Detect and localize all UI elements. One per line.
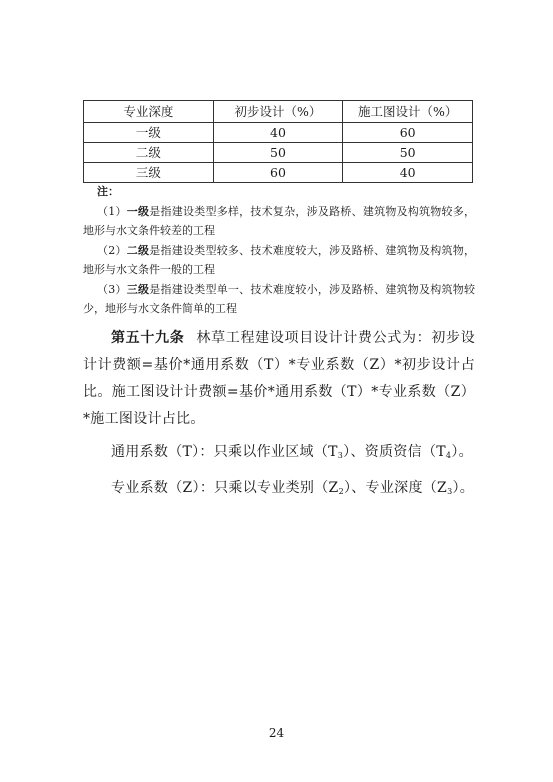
note-lead: 一级 <box>126 204 150 218</box>
table-row <box>84 163 473 183</box>
page-number: 24 <box>268 726 285 740</box>
general-coef-text: ）、资质资信（T <box>343 444 446 460</box>
table-cell: 50 <box>343 143 473 163</box>
subscript: 2 <box>338 487 344 496</box>
table-cell: 三级 <box>84 163 214 183</box>
table-cell: 40 <box>343 163 473 183</box>
general-coef-text: ）。 <box>451 444 473 460</box>
table-header-cell: 施工图设计（%） <box>343 101 473 123</box>
note-prefix: （2） <box>97 243 127 257</box>
subscript: 3 <box>337 451 344 460</box>
table-cell: 60 <box>343 123 473 143</box>
general-coef-text: 通用系数（T）：只乘以作业区域（T <box>111 444 338 460</box>
note-lead: 三级 <box>126 282 150 296</box>
professional-coefficient-paragraph <box>83 475 475 505</box>
table-notes <box>83 182 475 319</box>
note-lead: 二级 <box>126 243 150 257</box>
professional-coef-text: ）。 <box>452 480 475 496</box>
table-header-cell: 专业深度 <box>84 101 214 123</box>
note-prefix: （1） <box>97 204 127 218</box>
design-depth-table <box>83 100 473 183</box>
table-cell: 40 <box>213 123 343 143</box>
note-item <box>83 241 475 280</box>
article-59 <box>83 325 475 505</box>
table-cell: 一级 <box>84 123 214 143</box>
note-item <box>83 280 475 319</box>
note-text: 是指建设类型单一、技术难度较小，涉及路桥、建筑物及构筑物较少，地形与水文条件简单的工程 <box>83 282 476 315</box>
notes-heading: 注： <box>97 185 119 198</box>
subscript: 4 <box>445 451 452 460</box>
table-cell: 60 <box>213 163 343 183</box>
general-coefficient-paragraph <box>83 439 475 469</box>
professional-coef-text: ）、专业深度（Z <box>343 480 448 496</box>
article-number: 第五十九条 <box>111 330 185 346</box>
table-cell: 50 <box>213 143 343 163</box>
table-header-row <box>84 101 473 123</box>
table-cell: 二级 <box>84 143 214 163</box>
table-row <box>84 123 473 143</box>
note-prefix: （3） <box>97 282 127 296</box>
subscript: 3 <box>447 487 453 496</box>
table-row <box>84 143 473 163</box>
article-main-text: 林草工程建设项目设计计费公式为：初步设计计费额=基价*通用系数（T）*专业系数（Z）*初步设计占比。施工图设计计费额=基价*通用系数（T）*专业系数（Z）*施工图设计占比。 <box>83 330 476 427</box>
professional-coef-text: 专业系数（Z）：只乘以专业类别（Z <box>111 480 339 496</box>
article-main-paragraph <box>83 325 475 433</box>
note-text: 是指建设类型多样，技术复杂，涉及路桥、建筑物及构筑物较多，地形与水文条件较差的工程 <box>83 204 476 237</box>
table-header-cell: 初步设计（%） <box>213 101 343 123</box>
note-text: 是指建设类型较多、技术难度较大，涉及路桥、建筑物及构筑物，地形与水文条件一般的工程 <box>83 243 476 276</box>
note-item <box>83 202 475 241</box>
